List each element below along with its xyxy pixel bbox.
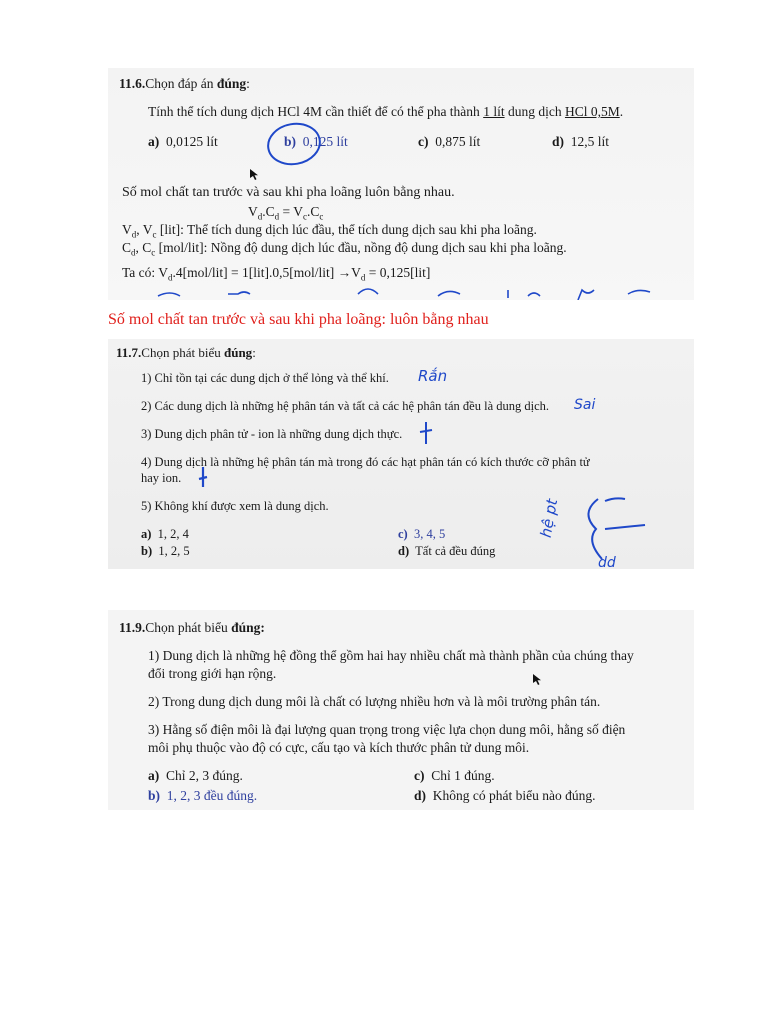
hand-note-hpt: hệ pt bbox=[536, 497, 562, 539]
q117-statement-4: 4) Dung dịch là những hệ phân tán mà trong đó các hạt phân tán có kích thước cỡ phân tử bbox=[141, 455, 590, 469]
q117-heading: 11.7.Chọn phát biểu đúng: bbox=[116, 345, 256, 360]
q117-option-a: a) 1, 2, 4 bbox=[141, 527, 189, 541]
q116-option-c: c) 0,875 lít bbox=[418, 134, 481, 149]
underlined-1-lit: 1 lít bbox=[483, 104, 505, 119]
q116-heading: 11.6.Chọn đáp án đúng: bbox=[119, 76, 250, 91]
q116-formula: $V_d.C_d = V_c.C_c$ bbox=[248, 204, 324, 222]
q119-statement-1: 1) Dung dịch là những hệ đồng thể gồm hai hay nhiều chất mà thành phần của chúng thay bbox=[148, 648, 634, 663]
red-summary-note: Số mol chất tan trước và sau khi pha loãng: luôn bằng nhau bbox=[108, 311, 489, 328]
q119-statement-1-cont: đổi trong giới hạn rộng. bbox=[148, 666, 277, 681]
q117-statement-1: 1) Chỉ tồn tại các dung dịch ở thể lỏng và thể khí. bbox=[141, 371, 389, 385]
q117-option-b: b) 1, 2, 5 bbox=[141, 544, 190, 558]
cut-off-scribble bbox=[158, 289, 650, 300]
screenshot-q11-9 bbox=[108, 610, 694, 810]
screenshot-q11-6 bbox=[108, 68, 694, 300]
q119-option-c: c) Chỉ 1 đúng. bbox=[414, 768, 495, 783]
hand-note-dd: dd bbox=[598, 555, 616, 571]
q119-option-b: b) 1, 2, 3 đều đúng. bbox=[148, 788, 258, 803]
q119-statement-2: 2) Trong dung dịch dung môi là chất có lượng nhiều hơn và là môi trường phân tán. bbox=[148, 694, 601, 709]
q119-cursor bbox=[108, 610, 694, 810]
hand-mark-true-3 bbox=[420, 422, 432, 444]
q117-option-c: c) 3, 4, 5 bbox=[398, 527, 446, 541]
q117-statement-3: 3) Dung dịch phân tử - ion là những dung dịch thực. bbox=[141, 427, 403, 441]
q117-handwriting bbox=[108, 339, 694, 569]
q116-concentration-definition: $C_d$, $C_c$ [mol/lit]: Nồng độ dung dịch lúc đầu, nồng độ dung dịch sau khi pha loãng. bbox=[122, 240, 567, 258]
q119-option-d: d) Không có phát biểu nào đúng. bbox=[414, 788, 596, 803]
q117-statement-4-cont: hay ion. bbox=[141, 471, 182, 485]
q119-option-a: a) Chỉ 2, 3 đúng. bbox=[148, 768, 243, 783]
hand-note-sai: Sai bbox=[574, 397, 596, 413]
q116-option-a: a) 0,0125 lít bbox=[148, 134, 218, 149]
q119-statement-3-cont: môi phụ thuộc vào độ có cực, cấu tạo và kích thước phân tử dung môi. bbox=[148, 740, 530, 755]
q116-question: Tính thể tích dung dịch HCl 4M cần thiết để có thể pha thành 1 lít dung dịch HCl 0,5M. bbox=[148, 104, 624, 119]
hand-dash-mid bbox=[605, 525, 645, 529]
answer-circle-b bbox=[265, 120, 323, 168]
cursor-arrow-icon bbox=[533, 674, 541, 685]
q119-heading: 11.9.Chọn phát biểu đúng: bbox=[119, 620, 265, 635]
hand-note-ran: Rắn bbox=[418, 367, 448, 385]
q116-option-b: b) 0,125 lít bbox=[284, 134, 348, 149]
q116-option-d: d) 12,5 lít bbox=[552, 134, 610, 149]
hand-bracket bbox=[588, 499, 602, 559]
q119-statement-3: 3) Hằng số điện môi là đại lượng quan trọng trong việc lựa chọn dung môi, hằng số điện bbox=[148, 722, 626, 737]
q117-statement-5: 5) Không khí được xem là dung dịch. bbox=[141, 499, 329, 513]
underlined-hcl-05m: HCl 0,5M bbox=[564, 104, 620, 119]
hand-mark-true-4 bbox=[199, 467, 207, 487]
q116-explain-line: Số mol chất tan trước và sau khi pha loãng luôn bằng nhau. bbox=[122, 185, 455, 200]
cursor-arrow-icon bbox=[250, 169, 258, 180]
q116-handwriting bbox=[108, 68, 694, 300]
hand-dash-top bbox=[605, 498, 625, 501]
q116-calculation: Ta có: $V_d.4[mol/lit] = 1[lit].0,5[mol/lit] \to V_d = 0,125[lit]$ bbox=[122, 265, 431, 283]
q117-option-d: d) Tất cả đều đúng bbox=[398, 544, 496, 558]
q116-volume-definition: $V_d$, $V_c$ [lit]: Thể tích dung dịch lúc đầu, thể tích dung dịch sau khi pha loãng. bbox=[122, 222, 537, 240]
q117-statement-2: 2) Các dung dịch là những hệ phân tán và tất cả các hệ phân tán đều là dung dịch. bbox=[141, 399, 550, 413]
screenshot-q11-7 bbox=[108, 339, 694, 569]
